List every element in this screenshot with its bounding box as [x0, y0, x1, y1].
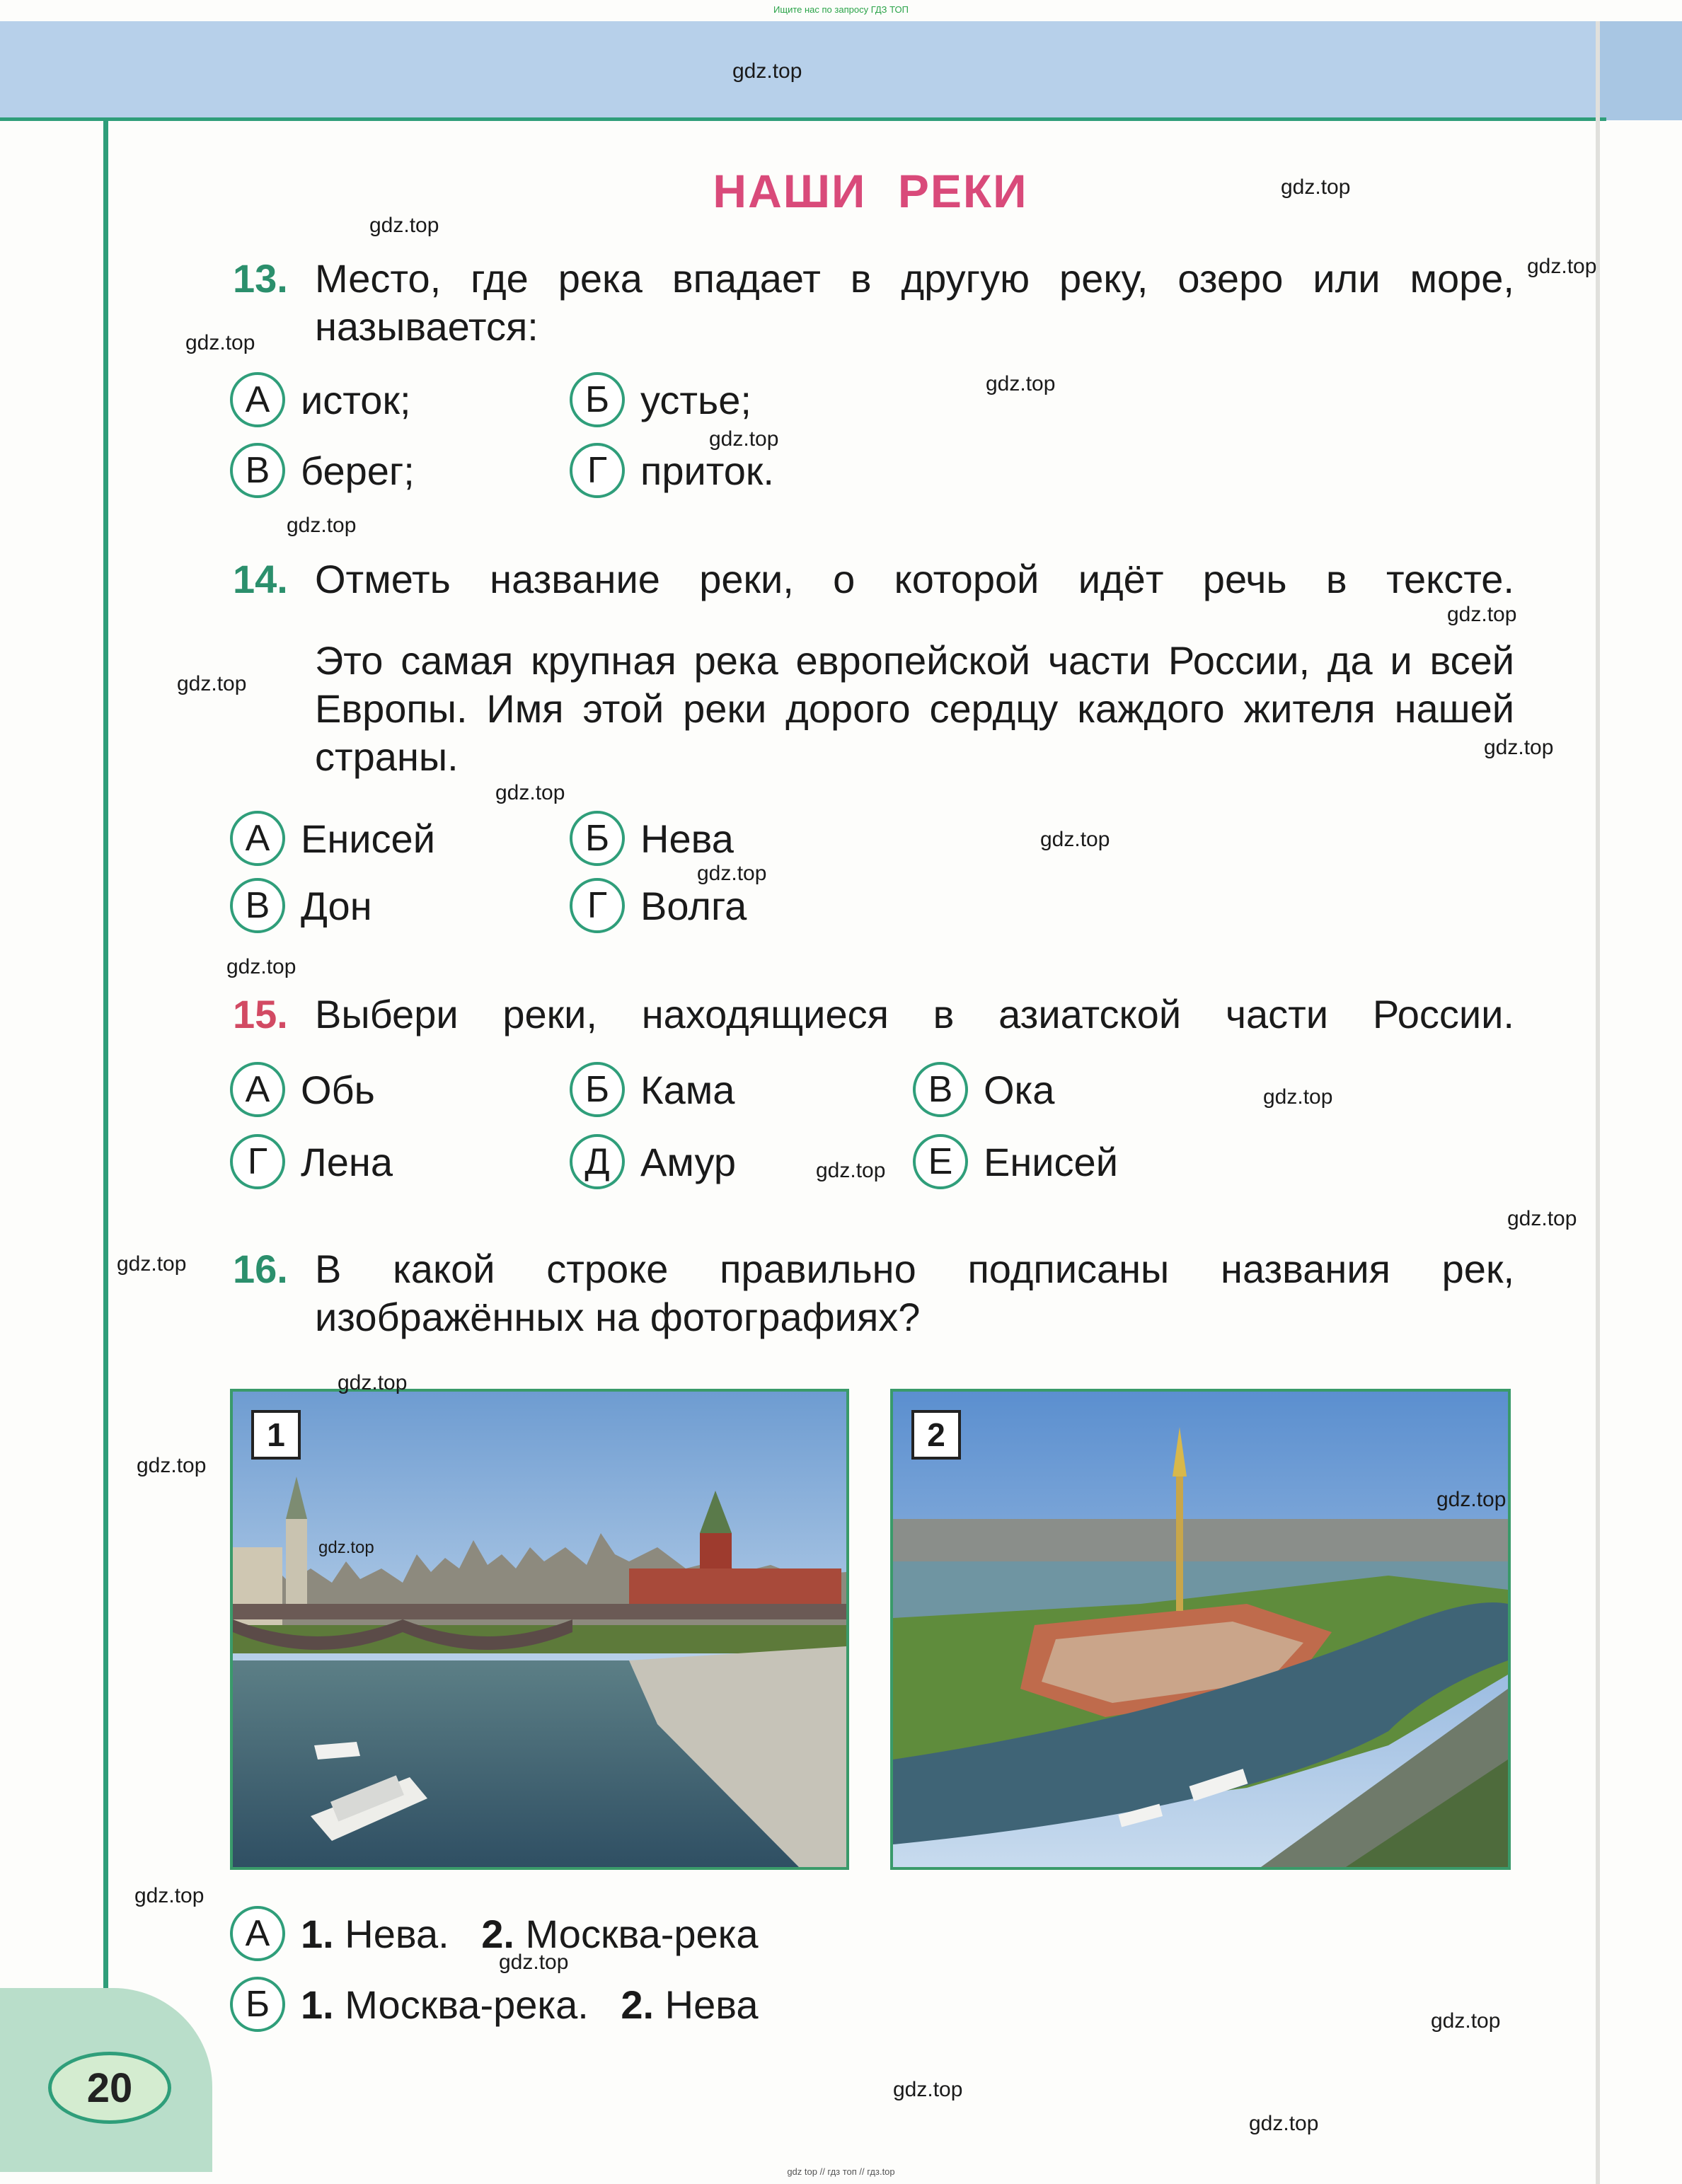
question-text: В какой строке правильно подписаны названия рек, изображённых на фотографиях? [315, 1247, 1514, 1339]
photo-moscow-river [230, 1389, 849, 1870]
option-label: устье; [640, 377, 751, 422]
photo-neva-river [890, 1389, 1511, 1870]
watermark: gdz.top [697, 862, 767, 885]
answer-river-1: Москва-река. [345, 1982, 589, 2027]
top-note: Ищите нас по запросу ГДЗ ТОП [773, 4, 909, 15]
header-rule [0, 117, 1606, 121]
answer-river-2: Москва-река [525, 1911, 759, 1956]
answer-num-2: 2. [481, 1911, 514, 1956]
question-text: Выбери реки, находящиеся в азиатской части России. [315, 992, 1514, 1036]
option-label: Енисей [301, 816, 435, 861]
option-d[interactable] [570, 1130, 736, 1194]
watermark: gdz.top [732, 59, 802, 83]
answer-river-1: Нева. [345, 1911, 449, 1956]
answer-a[interactable] [230, 1902, 759, 1965]
option-label: Волга [640, 883, 747, 928]
option-label: берег; [301, 448, 415, 493]
photo-1-image [233, 1392, 846, 1867]
watermark: gdz.top [226, 955, 296, 978]
option-label: Амур [640, 1139, 736, 1184]
watermark: gdz.top [1249, 2112, 1319, 2135]
option-v[interactable] [230, 439, 415, 502]
question-text: Место, где река впадает в другую реку, озеро или море, называется: [315, 256, 1514, 349]
option-v[interactable] [913, 1058, 1054, 1121]
watermark: gdz.top [1040, 828, 1110, 851]
option-label: приток. [640, 448, 774, 493]
answer-text [301, 1982, 759, 2028]
option-letter: В [913, 1062, 968, 1117]
option-letter: В [230, 878, 285, 933]
option-label: Дон [301, 883, 372, 928]
option-letter: Б [570, 811, 625, 866]
photo-2-image [893, 1392, 1508, 1867]
watermark: gdz.top [1527, 255, 1597, 278]
option-a[interactable] [230, 1058, 375, 1121]
option-letter: Г [570, 443, 625, 498]
option-label: Кама [640, 1067, 735, 1112]
option-v[interactable] [230, 874, 372, 937]
option-label: Нева [640, 816, 734, 861]
option-letter: Г [230, 1134, 285, 1189]
question-13 [234, 255, 1514, 351]
option-letter: А [230, 811, 285, 866]
question-number: 16. [233, 1247, 288, 1291]
margin-line [103, 120, 108, 2059]
watermark: gdz.top [177, 672, 247, 695]
option-b[interactable] [570, 1058, 735, 1121]
watermark: gdz.top [134, 1884, 205, 1907]
question-number: 14. [233, 557, 288, 601]
option-letter: В [230, 443, 285, 498]
question-text: Отметь название реки, о которой идёт речь в тексте. [315, 557, 1514, 601]
option-b[interactable] [570, 807, 734, 870]
option-letter: Г [570, 878, 625, 933]
answer-num-1: 1. [301, 1911, 334, 1956]
watermark: gdz.top [1436, 1488, 1507, 1511]
watermark: gdz.top [499, 1951, 569, 1974]
answer-num-2: 2. [621, 1982, 655, 2027]
watermark: gdz.top [369, 214, 439, 237]
answer-b[interactable] [230, 1972, 759, 2036]
watermark: gdz.top [495, 781, 565, 804]
option-b[interactable] [570, 368, 751, 432]
option-letter: А [230, 372, 285, 427]
watermark: gdz.top [1484, 736, 1554, 759]
answer-river-2: Нева [664, 1982, 759, 2027]
option-g[interactable] [230, 1130, 393, 1194]
photo-label: 1 [251, 1410, 301, 1460]
question-number: 13. [233, 256, 288, 301]
option-letter: Д [570, 1134, 625, 1189]
bottom-note: gdz top // гдз топ // гдз.top [787, 2166, 895, 2177]
watermark: gdz.top [1507, 1207, 1577, 1230]
question-number: 15. [233, 992, 288, 1036]
watermark: gdz.top [318, 1538, 374, 1557]
question-14 [234, 555, 1514, 603]
question-16 [234, 1245, 1514, 1341]
option-label: исток; [301, 377, 411, 422]
question-14-passage: Это самая крупная река европейской части России, да и всей Европы. Имя этой реки дорого сердцу каждого жителя нашей страны. [315, 638, 1514, 779]
watermark: gdz.top [185, 331, 255, 354]
option-e[interactable] [913, 1130, 1118, 1194]
header-band-right [1599, 21, 1682, 120]
watermark: gdz.top [816, 1159, 886, 1182]
option-a[interactable] [230, 807, 435, 870]
answer-num-1: 1. [301, 1982, 334, 2027]
option-letter: Б [570, 1062, 625, 1117]
option-label: Обь [301, 1067, 375, 1112]
watermark: gdz.top [893, 2078, 963, 2101]
watermark: gdz.top [1431, 2009, 1501, 2033]
watermark: gdz.top [1263, 1085, 1333, 1109]
watermark: gdz.top [287, 514, 357, 537]
page-edge [1596, 21, 1600, 2184]
watermark: gdz.top [117, 1252, 187, 1276]
option-letter: А [230, 1062, 285, 1117]
photo-label: 2 [911, 1410, 961, 1460]
watermark: gdz.top [137, 1454, 207, 1477]
option-letter: Е [913, 1134, 968, 1189]
answer-text [301, 1911, 759, 1957]
watermark: gdz.top [338, 1371, 408, 1394]
watermark: gdz.top [1447, 603, 1517, 626]
option-label: Лена [301, 1139, 393, 1184]
question-15 [234, 990, 1514, 1039]
option-letter: Б [570, 372, 625, 427]
page-title: НАШИ РЕКИ [713, 165, 1028, 217]
option-a[interactable] [230, 368, 411, 432]
option-label: Енисей [984, 1139, 1118, 1184]
option-letter: Б [230, 1977, 285, 2032]
page-number: 20 [48, 2052, 171, 2124]
watermark: gdz.top [1281, 175, 1351, 199]
watermark: gdz.top [986, 372, 1056, 395]
option-label: Ока [984, 1067, 1055, 1112]
option-letter: А [230, 1906, 285, 1961]
watermark: gdz.top [709, 427, 779, 451]
